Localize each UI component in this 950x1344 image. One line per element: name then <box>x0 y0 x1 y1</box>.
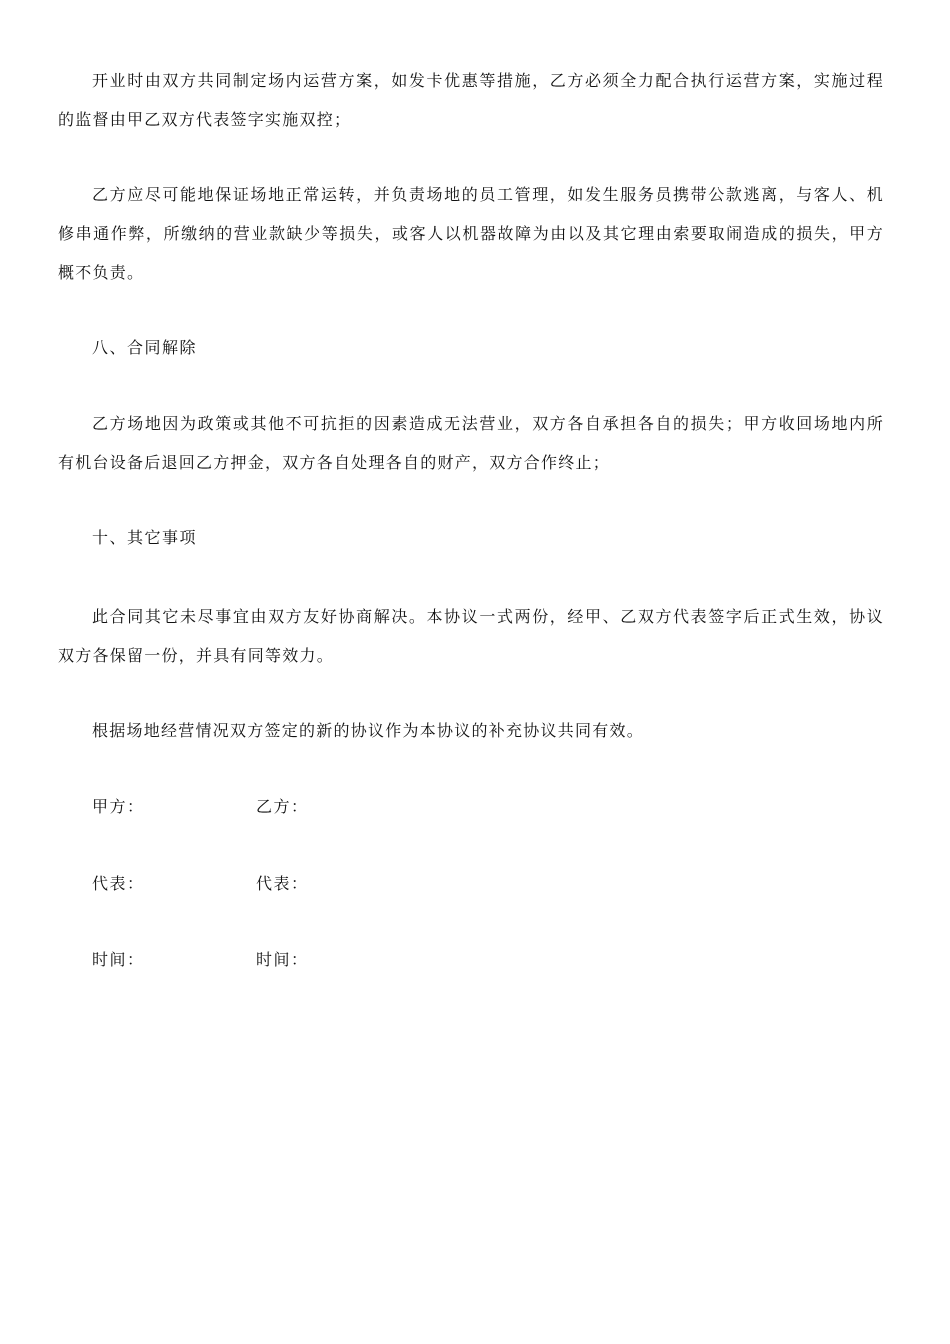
representative-a-label: 代表： <box>92 874 145 893</box>
paragraph-supplementary-agreement: 根据场地经营情况双方签定的新的协议作为本协议的补充协议共同有效。 <box>92 721 645 740</box>
signature-representative-row <box>92 872 692 896</box>
signature-date-row <box>92 948 692 972</box>
document-page <box>58 0 884 1344</box>
heading-other-matters: 十、其它事项 <box>92 528 198 547</box>
paragraph-termination-terms: 乙方场地因为政策或其他不可抗拒的因素造成无法营业，双方各自承担各自的损失；甲方收回场地内所有机台设备后退回乙方押金，双方各自处理各自的财产，双方合作终止； <box>58 414 884 472</box>
date-b-label: 时间： <box>256 950 309 969</box>
party-b-label: 乙方： <box>256 797 309 816</box>
heading-contract-termination: 八、合同解除 <box>92 338 198 357</box>
paragraph-operation-plan: 开业时由双方共同制定场内运营方案，如发卡优惠等措施，乙方必须全力配合执行运营方案，实施过程的监督由甲乙双方代表签字实施双控； <box>58 71 884 129</box>
paragraph-site-management: 乙方应尽可能地保证场地正常运转，并负责场地的员工管理，如发生服务员携带公款逃离，与客人、机修串通作弊，所缴纳的营业款缺少等损失，或客人以机器故障为由以及其它理由索要取闹造成的损失，甲方概不负责。 <box>58 185 884 282</box>
signature-party-row <box>92 795 692 819</box>
paragraph-other-matters: 此合同其它未尽事宜由双方友好协商解决。本协议一式两份，经甲、乙双方代表签字后正式生效，协议双方各保留一份，并具有同等效力。 <box>58 607 884 665</box>
representative-b-label: 代表： <box>256 874 309 893</box>
date-a-label: 时间： <box>92 950 145 969</box>
party-a-label: 甲方： <box>92 797 145 816</box>
